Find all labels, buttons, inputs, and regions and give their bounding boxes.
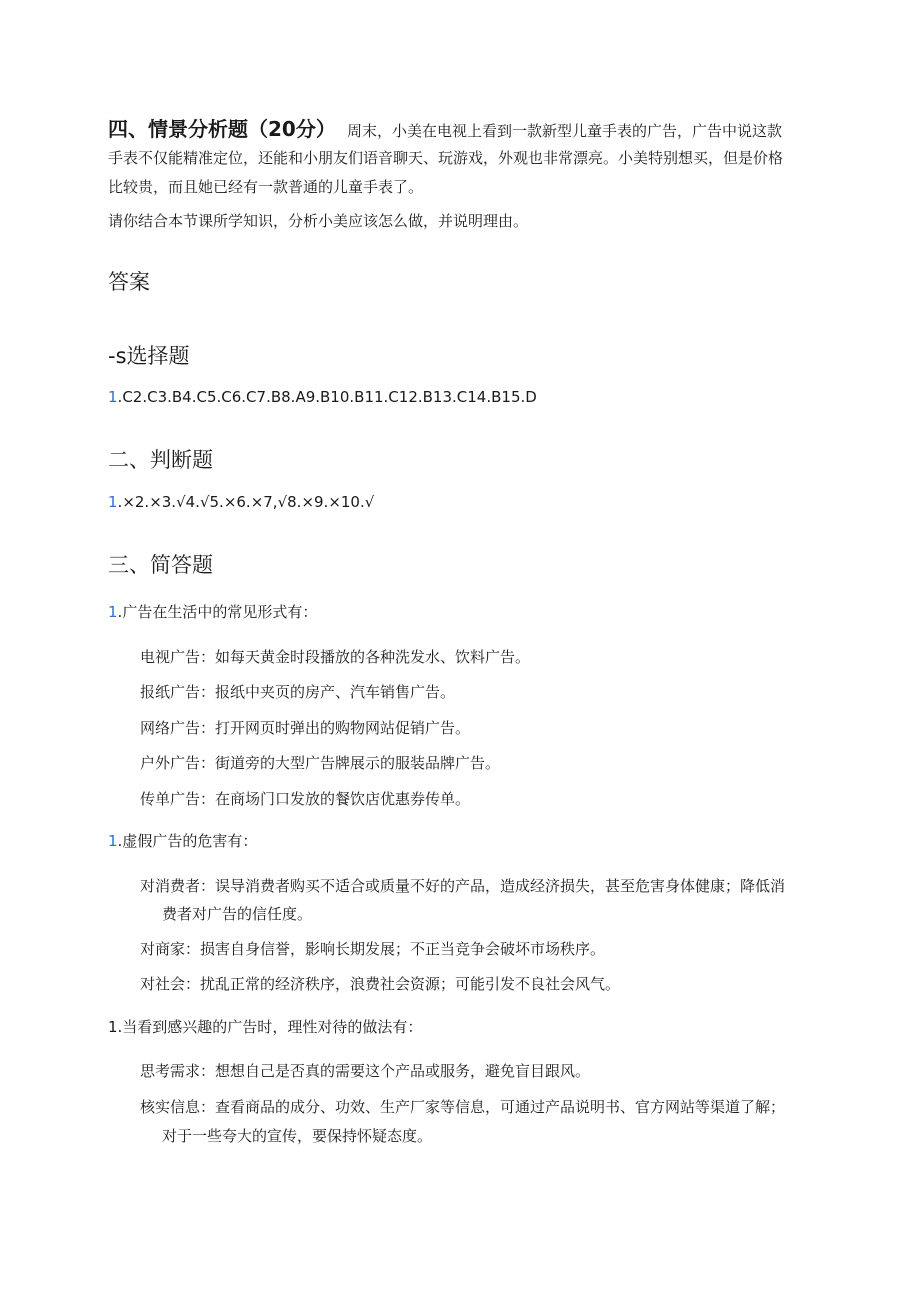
list-number: 1: [108, 388, 118, 406]
section-judge-title: 二、判断题: [108, 448, 213, 472]
list-number: 1: [108, 603, 118, 621]
q1-title-text: .广告在生活中的常见形式有：: [117, 603, 318, 621]
section-short-answer-title: 三、简答题: [108, 553, 213, 577]
ad-form-tv: 电视广告：如每天黄金时段播放的各种洗发水、饮料广告。: [140, 648, 531, 666]
ad-form-flyer: 传单广告：在商场门口发放的餐饮店优惠券传单。: [140, 790, 471, 808]
question-heading-text: 四、情景分析题（20分）: [108, 117, 336, 141]
rational-verify-line-2: 对于一些夸大的宣传，要保持怀疑态度。: [162, 1127, 433, 1145]
answers-title: 答案: [108, 270, 150, 294]
ad-form-outdoor: 户外广告：街道旁的大型广告牌展示的服装品牌广告。: [140, 754, 501, 772]
list-number: 1: [108, 832, 118, 850]
question-text-line-3: 比较贵，而且她已经有一款普通的儿童手表了。: [108, 178, 424, 196]
short-answer-q3-title: 1.当看到感兴趣的广告时，理性对待的做法有：: [108, 1018, 423, 1036]
section-choice-title: -s选择题: [108, 344, 190, 368]
question-prompt: 请你结合本节课所学知识，分析小美应该怎么做，并说明理由。: [108, 212, 529, 230]
harm-merchant: 对商家：损害自身信誉，影响长期发展；不正当竞争会破坏市场秩序。: [140, 940, 606, 958]
judge-answers: [108, 487, 374, 517]
judge-answers-text: .×2.×3.√4.√5.×6.×7,√8.×9.×10.√: [117, 493, 375, 511]
harm-consumer-line-1: 对消费者：误导消费者购买不适合或质量不好的产品，造成经济损失，甚至危害身体健康；降低消: [140, 877, 786, 895]
q2-title-text: .虚假广告的危害有：: [117, 832, 258, 850]
harm-consumer-line-2: 费者对广告的信任度。: [162, 905, 313, 923]
question-4-heading: [108, 114, 782, 146]
ad-form-internet: 网络广告：打开网页时弹出的购物网站促销广告。: [140, 719, 471, 737]
short-answer-q2-title: [108, 826, 257, 856]
choice-answers-text: .C2.C3.B4.C5.C6.C7.B8.A9.B10.B11.C12.B13.C14.B15.D: [117, 388, 537, 406]
list-number: 1: [108, 493, 118, 511]
choice-answers: [108, 382, 537, 412]
question-text-line-1: 周末，小美在电视上看到一款新型儿童手表的广告，广告中说这款: [346, 122, 782, 140]
harm-society: 对社会：扰乱正常的经济秩序，浪费社会资源；可能引发不良社会风气。: [140, 975, 621, 993]
short-answer-q1-title: [108, 597, 317, 627]
rational-verify-line-1: 核实信息：查看商品的成分、功效、生产厂家等信息，可通过产品说明书、官方网站等渠道了解；: [140, 1098, 786, 1116]
question-text-line-2: 手表不仅能精准定位，还能和小朋友们语音聊天、玩游戏，外观也非常漂亮。小美特别想买，但是价格: [108, 149, 784, 167]
ad-form-newspaper: 报纸广告：报纸中夹页的房产、汽车销售广告。: [140, 683, 456, 701]
rational-think: 思考需求：想想自己是否真的需要这个产品或服务，避免盲目跟风。: [140, 1062, 591, 1080]
